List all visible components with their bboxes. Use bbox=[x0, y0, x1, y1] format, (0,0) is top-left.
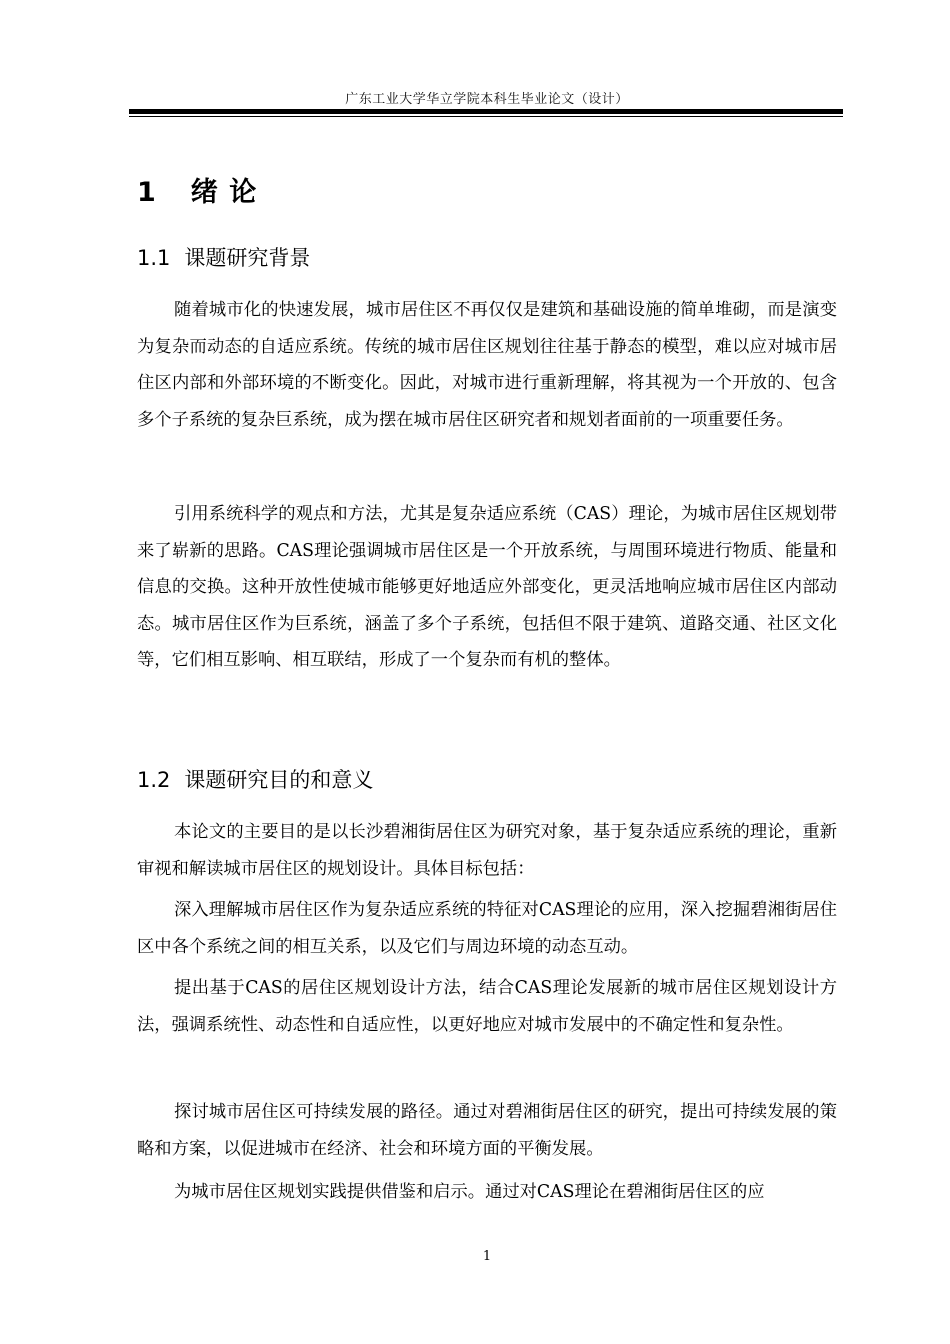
paragraph-background-2: 引用系统科学的观点和方法，尤其是复杂适应系统（CAS）理论，为城市居住区规划带来了崭新的思路。CAS理论强调城市居住区是一个开放系统，与周围环境进行物质、能量和信息的交换。这种开放性使城市能够更好地适应外部变化，更灵活地响应城市居住区内部动态。城市居住区作为巨系统，涵盖了多个子系统，包括但不限于建筑、道路交通、社区文化等，它们相互影响、相互联结，形成了一个复杂而有机的整体。 bbox=[137, 504, 837, 670]
section-title-1-1 bbox=[137, 242, 310, 272]
paragraph-background-1: 随着城市化的快速发展，城市居住区不再仅仅是建筑和基础设施的简单堆砌，而是演变为复杂而动态的自适应系统。传统的城市居住区规划往往基于静态的模型，难以应对城市居住区内部和外部环境的不断变化。因此，对城市进行重新理解，将其视为一个开放的、包含多个子系统的复杂巨系统，成为摆在城市居住区研究者和规划者面前的一项重要任务。 bbox=[137, 300, 837, 430]
paragraph-purpose-5: 为城市居住区规划实践提供借鉴和启示。通过对CAS理论在碧湘街居住区的应 bbox=[174, 1182, 765, 1202]
section-title-text: 课题研究背景 bbox=[184, 246, 311, 270]
section-number: 1.1 bbox=[137, 246, 171, 270]
paragraph-purpose-2: 深入理解城市居住区作为复杂适应系统的特征对CAS理论的应用，深入挖掘碧湘街居住区中各个系统之间的相互关系，以及它们与周边环境的动态互动。 bbox=[137, 900, 837, 957]
chapter-number: 1 bbox=[137, 177, 157, 208]
section-number: 1.2 bbox=[137, 768, 171, 792]
chapter-title-text: 绪 论 bbox=[190, 177, 258, 208]
paragraph-purpose-1: 本论文的主要目的是以长沙碧湘街居住区为研究对象，基于复杂适应系统的理论，重新审视和解读城市居住区的规划设计。具体目标包括： bbox=[137, 822, 837, 879]
page-number: 1 bbox=[482, 1249, 492, 1264]
paragraph-purpose-4: 探讨城市居住区可持续发展的路径。通过对碧湘街居住区的研究，提出可持续发展的策略和方案，以促进城市在经济、社会和环境方面的平衡发展。 bbox=[137, 1102, 837, 1159]
chapter-title bbox=[137, 170, 257, 209]
section-title-1-2 bbox=[137, 764, 373, 794]
header-rule-thick bbox=[129, 109, 843, 114]
section-title-text: 课题研究目的和意义 bbox=[184, 768, 374, 792]
paragraph-purpose-3: 提出基于CAS的居住区规划设计方法，结合CAS理论发展新的城市居住区规划设计方法，强调系统性、动态性和自适应性，以更好地应对城市发展中的不确定性和复杂性。 bbox=[137, 978, 837, 1035]
header-rule-thin bbox=[129, 116, 843, 117]
page-header: 广东工业大学华立学院本科生毕业论文（设计） bbox=[345, 92, 629, 107]
